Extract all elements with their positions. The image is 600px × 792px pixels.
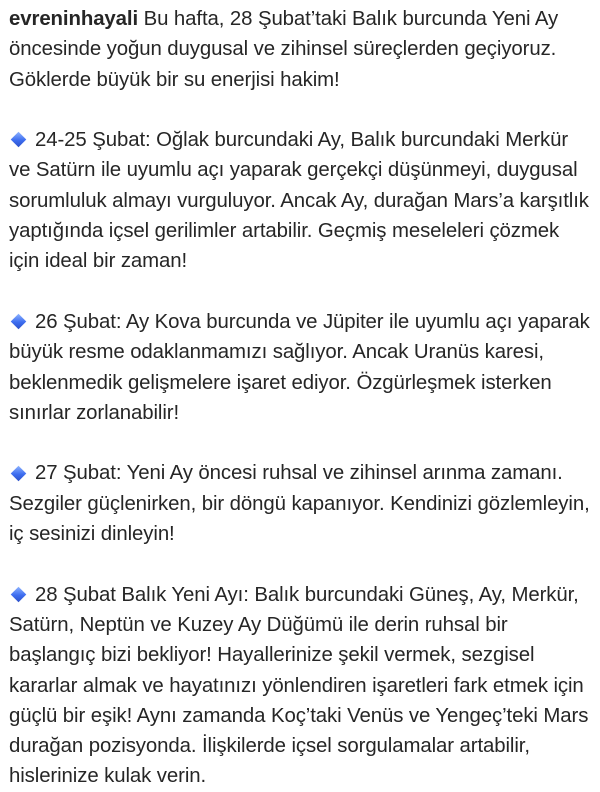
- caption-bullet: [9, 580, 590, 792]
- caption-bullet: [9, 125, 590, 276]
- caption-bullet-text: 24-25 Şubat: Oğlak burcundaki Ay, Balık burcundaki Merkür ve Satürn ile uyumlu açı yaparak gerçekçi düşünmeyi, duygusal sorumluluk almayı vurguluyor. Ancak Ay, durağan Mars’a karşıtlık yaptığında içsel gerilimler artabilir. Geçmiş meseleleri çözmek için ideal bir zaman!: [9, 129, 589, 273]
- caption-intro-text: Bu hafta, 28 Şubat’taki Balık burcunda Yeni Ay öncesinde yoğun duygusal ve zihinsel süreçlerden geçiyoruz. Göklerde büyük bir su enerjisi hakim!: [9, 8, 559, 91]
- small-blue-diamond-icon: [11, 465, 27, 481]
- caption-bullet-text: 27 Şubat: Yeni Ay öncesi ruhsal ve zihinsel arınma zamanı. Sezgiler güçlenirken, bir döngü kapanıyor. Kendinizi gözlemleyin, iç sesinizi dinleyin!: [9, 462, 590, 546]
- caption-bullet: [9, 307, 590, 428]
- small-blue-diamond-icon: [11, 586, 27, 602]
- small-blue-diamond-icon: [11, 314, 27, 330]
- caption-bullet: [9, 458, 590, 549]
- caption-bullet-text: 28 Şubat Balık Yeni Ayı: Balık burcundaki Güneş, Ay, Merkür, Satürn, Neptün ve Kuzey Ay Düğümü ile derin ruhsal bir başlangıç bizi bekliyor! Hayallerinize şekil vermek, sezgisel kararlar almak ve hayatınızı yönlendiren işaretleri fark etmek için güçlü bir eşik! Aynı zamanda Koç’taki Venüs ve Yengeç’teki Mars durağan pozisyonda. İlişkilerde içsel sorgulamalar artabilir, hislerinize kulak verin.: [9, 583, 589, 788]
- username-link[interactable]: evreninhayali: [9, 8, 139, 30]
- caption-bullet-text: 26 Şubat: Ay Kova burcunda ve Jüpiter ile uyumlu açı yaparak büyük resme odaklanmamızı sağlıyor. Ancak Uranüs karesi, beklenmedik gelişmelere işaret ediyor. Özgürleşmek isterken sınırlar zorlanabilir!: [9, 310, 590, 424]
- small-blue-diamond-icon: [11, 132, 27, 148]
- caption-intro: [9, 4, 590, 95]
